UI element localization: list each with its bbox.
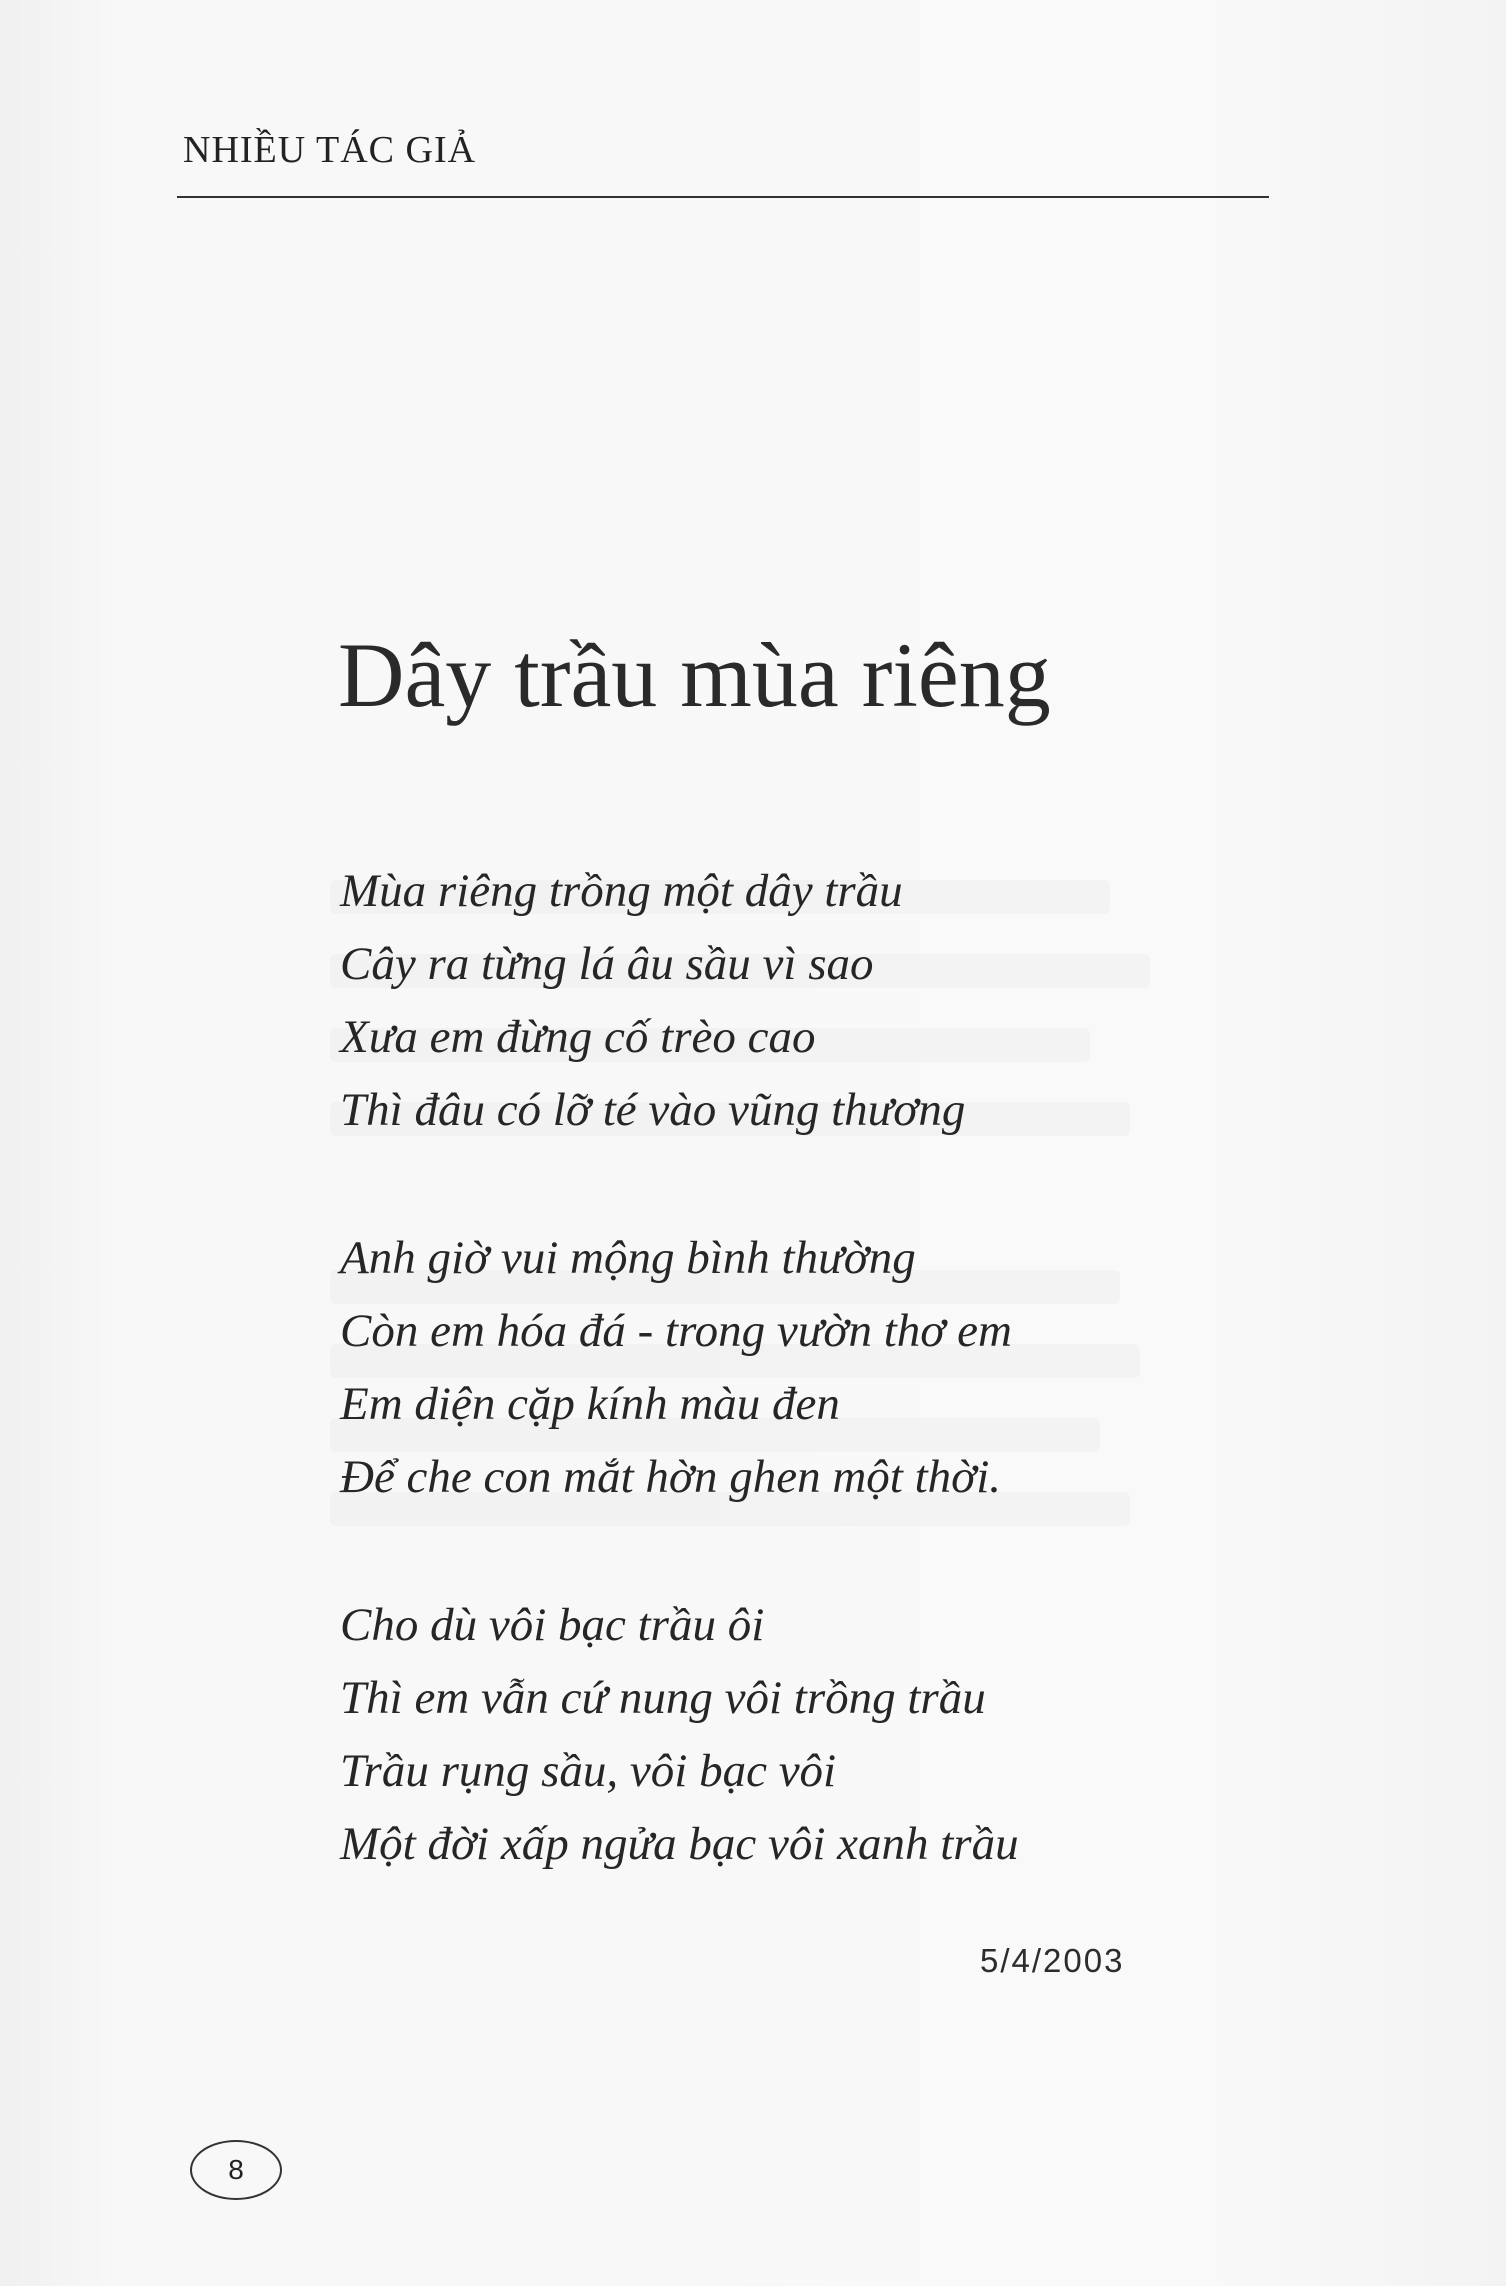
poem-line: Cây ra từng lá âu sầu vì sao <box>340 938 874 990</box>
poem-line: Em diện cặp kính màu đen <box>340 1378 840 1430</box>
stanza-2 <box>340 1222 1019 1514</box>
poem-line: Còn em hóa đá - trong vườn thơ em <box>340 1305 1012 1357</box>
poem-body <box>340 855 1019 1881</box>
poem-line: Thì đâu có lỡ té vào vũng thương <box>340 1084 966 1136</box>
poem-line: Thì em vẫn cứ nung vôi trồng trầu <box>340 1672 986 1724</box>
poem-line: Cho dù vôi bạc trầu ôi <box>340 1599 765 1651</box>
poem-title: Dây trầu mùa riêng <box>338 624 1051 726</box>
header-rule <box>177 196 1269 198</box>
poem-line: Để che con mắt hờn ghen một thời. <box>340 1451 1002 1503</box>
poem-line: Anh giờ vui mộng bình thường <box>340 1232 916 1284</box>
poem-date: 5/4/2003 <box>980 1942 1125 1979</box>
poem-line: Xưa em đừng cố trèo cao <box>340 1011 816 1063</box>
poem-line: Một đời xấp ngửa bạc vôi xanh trầu <box>340 1818 1019 1870</box>
poem-line: Trầu rụng sầu, vôi bạc vôi <box>340 1745 837 1797</box>
stanza-1 <box>340 855 1019 1147</box>
page-number: 8 <box>190 2140 282 2200</box>
running-head: NHIỀU TÁC GIẢ <box>183 129 477 171</box>
stanza-3 <box>340 1589 1019 1881</box>
poem-line: Mùa riêng trồng một dây trầu <box>340 865 903 917</box>
